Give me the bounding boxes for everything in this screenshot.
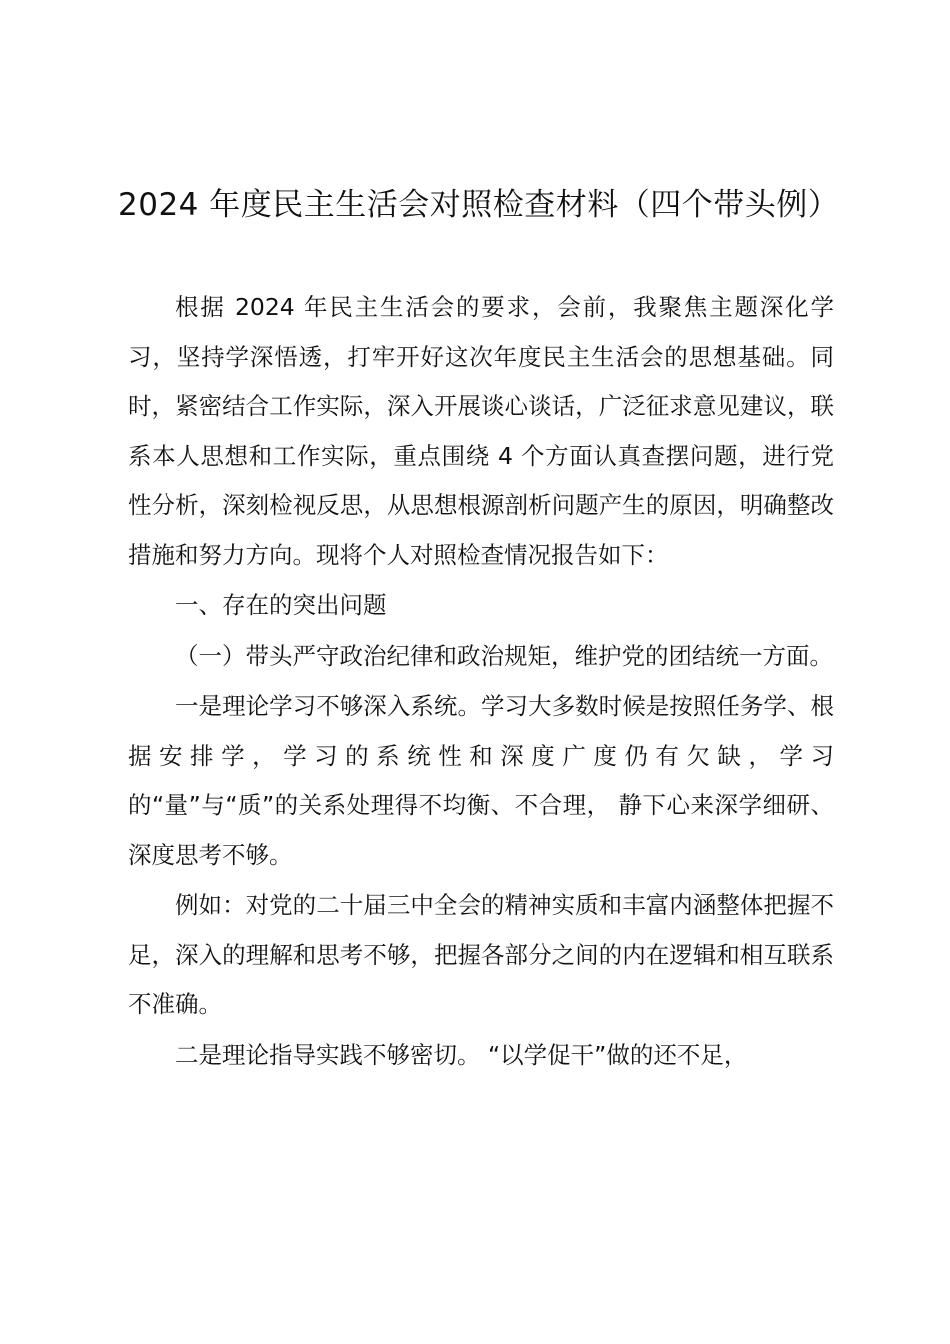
problem-two-paragraph: 二是理论指导实践不够密切。 “以学促干”做的还不足，: [175, 1040, 748, 1069]
intro-paragraph: 根据 2024 年民主生活会的要求，会前，我聚焦主题深化学习，坚持学深悟透，打牢开好这次年度民主生活会的思想基础。同时，紧密结合工作实际，深入开展谈心谈话，广泛征求意见建议，联系本人思想和工作实际，重点围绕 4 个方面认真查摆问题，进行党性分析，深刻检视反思，从思想根源剖析问题产生的原因，明确整改措施和努力方向。现将个人对照检查情况报告如下：: [128, 293, 834, 569]
example-paragraph: 例如：对党的二十届三中全会的精神实质和丰富内涵整体把握不足，深入的理解和思考不够，把握各部分之间的内在逻辑和相互联系不准确。: [128, 891, 834, 1018]
section-heading: 一、存在的突出问题: [175, 591, 387, 619]
subsection-heading: （一）带头严守政治纪律和政治规矩，维护党的团结统一方面。: [175, 641, 833, 670]
document-body: [128, 283, 834, 1080]
document-title: 2024 年度民主生活会对照检查材料（四个带头例）: [118, 187, 840, 223]
problem-one-paragraph: 一是理论学习不够深入系统。学习大多数时候是按照任务学、根据安排学，学习的系统性和深度广度仍有欠缺，学习的“量”与“质”的关系处理得不均衡、不合理， 静下心来深学细研、深度思考不够。: [128, 692, 834, 869]
